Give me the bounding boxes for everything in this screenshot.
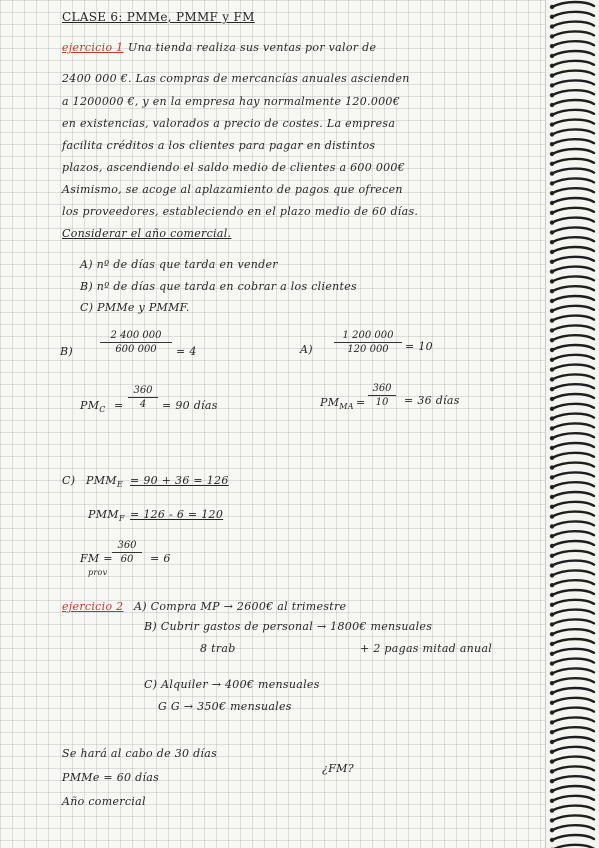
spiral-ring	[552, 688, 594, 693]
calc-a-numerator: 1 200 000	[334, 330, 402, 343]
spiral-ring	[552, 2, 594, 7]
spiral-ring	[552, 325, 594, 330]
ex2-item-c-gg: G G → 350€ mensuales	[158, 700, 292, 713]
spiral-ring	[552, 345, 594, 350]
spiral-ring	[552, 492, 594, 497]
spiral-ring	[552, 796, 594, 801]
question-a: A) nº de días que tarda en vender	[80, 258, 278, 271]
spiral-ring	[552, 472, 594, 477]
spiral-ring	[552, 276, 594, 281]
calc-a-fraction	[334, 330, 402, 355]
spiral-ring	[552, 708, 594, 713]
spiral-ring	[552, 110, 594, 115]
spiral-ring	[552, 394, 594, 399]
spiral-ring	[552, 463, 594, 468]
spiral-ring	[552, 825, 594, 830]
ex1-line-8: los proveedores, estableciendo en el plazo medio de 60 días.	[62, 205, 419, 218]
calc-c-label: C)	[62, 474, 76, 487]
spiral-ring	[552, 169, 594, 174]
spiral-ring	[552, 776, 594, 781]
pm-ma-equals: =	[356, 396, 366, 409]
calc-a-denominator: 120 000	[347, 344, 389, 355]
spiral-ring	[552, 100, 594, 105]
pm-ma-numerator: 360	[368, 383, 396, 396]
spiral-ring	[552, 737, 594, 742]
spiral-ring	[552, 188, 594, 193]
spiral-ring	[552, 541, 594, 546]
spiral-ring	[552, 502, 594, 507]
ex1-line-5: facilita créditos a los clientes para pagar en distintos	[62, 139, 376, 152]
spiral-ring	[552, 374, 594, 379]
spiral-ring	[552, 365, 594, 370]
fm-sub: prov	[88, 568, 108, 577]
spiral-ring	[552, 590, 594, 595]
spiral-ring	[552, 61, 594, 66]
spiral-ring	[552, 747, 594, 752]
spiral-ring	[552, 247, 594, 252]
spiral-ring	[552, 90, 594, 95]
spiral-binding	[546, 0, 599, 848]
spiral-ring	[552, 668, 594, 673]
spiral-ring	[552, 237, 594, 242]
pm-c-denominator: 4	[139, 399, 147, 410]
spiral-ring	[552, 570, 594, 575]
spiral-ring	[552, 80, 594, 85]
exercise-1-label: ejercicio 1	[62, 41, 124, 54]
spiral-ring	[552, 649, 594, 654]
ex2-item-b-workers: 8 trab	[200, 642, 236, 655]
spiral-ring	[552, 815, 594, 820]
spiral-ring	[552, 717, 594, 722]
spiral-ring	[552, 129, 594, 134]
spiral-ring	[552, 482, 594, 487]
ex2-item-c: C) Alquiler → 400€ mensuales	[144, 678, 320, 691]
spiral-ring	[552, 384, 594, 389]
spiral-ring	[552, 727, 594, 732]
spiral-ring	[552, 414, 594, 419]
spiral-ring	[552, 531, 594, 536]
note-pmme: PMMe = 60 días	[62, 771, 160, 784]
exercise-2-label: ejercicio 2	[62, 600, 124, 613]
spiral-ring	[552, 433, 594, 438]
ex1-line-1: Una tienda realiza sus ventas por valor de	[128, 41, 377, 54]
spiral-ring	[552, 443, 594, 448]
spiral-ring	[552, 316, 594, 321]
spiral-ring	[552, 12, 594, 17]
pmm-f-label: $PMM_F$	[88, 508, 125, 524]
spiral-ring	[552, 659, 594, 664]
ex2-item-b-extra: + 2 pagas mitad anual	[360, 642, 493, 655]
ex2-item-a: A) Compra MP → 2600€ al trimestre	[134, 600, 347, 613]
spiral-ring	[552, 355, 594, 360]
fm-fraction	[112, 540, 142, 565]
pm-c-label: $PM_C$	[80, 399, 106, 415]
calc-a-result: = 10	[405, 340, 433, 353]
spiral-ring	[552, 766, 594, 771]
spiral-ring	[552, 551, 594, 556]
pm-ma-result: = 36 días	[404, 394, 460, 407]
spiral-ring	[552, 335, 594, 340]
spiral-ring	[552, 521, 594, 526]
ex1-line-4: en existencias, valorados a precio de costes. La empresa	[62, 117, 396, 130]
spiral-ring	[552, 296, 594, 301]
spiral-ring	[552, 178, 594, 183]
pm-ma-label: $PM_{MA}$	[320, 396, 354, 412]
note-commercial-year: Año comercial	[62, 795, 146, 808]
spiral-ring	[552, 678, 594, 683]
spiral-ring	[552, 218, 594, 223]
spiral-ring	[552, 404, 594, 409]
ex1-line-9: Considerar el año comercial.	[62, 227, 232, 240]
pm-ma-fraction	[368, 383, 396, 408]
pmm-e-value: = 90 + 36 = 126	[130, 474, 229, 487]
spiral-ring	[552, 639, 594, 644]
pm-c-result: = 90 días	[162, 399, 218, 412]
spiral-ring	[552, 600, 594, 605]
question-b: B) nº de días que tarda en cobrar a los clientes	[80, 280, 357, 293]
spiral-ring	[552, 512, 594, 517]
spiral-ring	[552, 629, 594, 634]
spiral-ring	[552, 22, 594, 27]
spiral-ring	[552, 306, 594, 311]
spiral-ring	[552, 159, 594, 164]
spiral-ring	[552, 806, 594, 811]
calc-b-denominator: 600 000	[115, 344, 157, 355]
ex1-line-6: plazos, ascendiendo el saldo medio de clientes a 600 000€	[62, 161, 406, 174]
pm-c-fraction	[128, 385, 158, 410]
spiral-ring	[552, 257, 594, 262]
pmm-f-value: = 126 - 6 = 120	[130, 508, 224, 521]
calc-b-fraction	[100, 330, 172, 355]
note-30-days: Se hará al cabo de 30 días	[62, 747, 218, 760]
spiral-ring	[552, 41, 594, 46]
fm-numerator: 360	[112, 540, 142, 553]
ex1-line-2: 2400 000 €. Las compras de mercancías anuales ascienden	[62, 72, 410, 85]
spiral-ring	[552, 227, 594, 232]
page-title: CLASE 6: PMMe, PMMF y FM	[62, 10, 255, 24]
fm-result: = 6	[150, 552, 171, 565]
calc-a-label: A)	[300, 343, 313, 356]
spiral-ring	[552, 120, 594, 125]
calc-b-result: = 4	[176, 345, 197, 358]
spiral-ring	[552, 198, 594, 203]
fm-denominator: 60	[120, 554, 134, 565]
spiral-ring	[552, 453, 594, 458]
spiral-ring	[552, 286, 594, 291]
spiral-ring	[552, 139, 594, 144]
spiral-ring	[552, 619, 594, 624]
spiral-ring	[552, 423, 594, 428]
note-fm-question: ¿FM?	[322, 762, 354, 775]
calc-b-label: B)	[60, 345, 73, 358]
spiral-ring	[552, 610, 594, 615]
fm-label: FM =	[80, 552, 113, 565]
spiral-ring	[552, 31, 594, 36]
ex2-item-b: B) Cubrir gastos de personal → 1800€ mensuales	[144, 620, 433, 633]
spiral-ring	[552, 786, 594, 791]
spiral-ring	[552, 561, 594, 566]
pm-c-equals: =	[114, 399, 124, 412]
question-c: C) PMMe y PMMF.	[80, 301, 190, 314]
spiral-ring	[552, 267, 594, 272]
ex1-line-3: a 1200000 €, y en la empresa hay normalmente 120.000€	[62, 95, 401, 108]
spiral-ring	[552, 835, 594, 840]
spiral-ring	[552, 757, 594, 762]
ex1-line-7: Asimismo, se acoge al aplazamiento de pagos que ofrecen	[62, 183, 403, 196]
spiral-ring	[552, 71, 594, 76]
spiral-ring	[552, 580, 594, 585]
pm-c-numerator: 360	[128, 385, 158, 398]
spiral-ring	[552, 698, 594, 703]
pmm-e-label: $PMM_E$	[86, 474, 123, 490]
pm-ma-denominator: 10	[375, 397, 389, 408]
spiral-ring	[552, 149, 594, 154]
spiral-ring	[552, 208, 594, 213]
calc-b-numerator: 2 400 000	[100, 330, 172, 343]
spiral-ring	[552, 51, 594, 56]
